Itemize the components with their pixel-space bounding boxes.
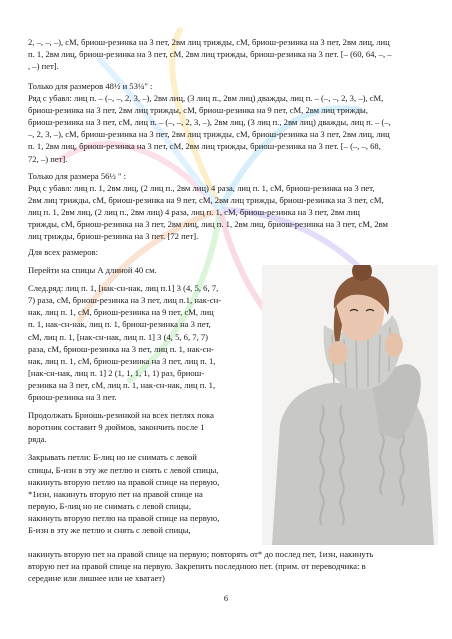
text-line: резинка на 3 пет, сМ, лиц п. 1, нак-сн-нак, лиц п. 1, <box>28 379 216 390</box>
text-line: лиц п. 1, 2вм лиц, (2 лиц п., 2вм лиц) 4 раза, лиц п. 1, сМ, бриош-резинка на 3 пет, 2вм лиц <box>28 207 360 218</box>
text-line: 2, –, –, –), сМ, бриош-резинка на 3 пет, 2вм лиц трижды, сМ, бриош-резинка на 3 пет, 2вм лиц, лиц <box>28 37 390 47</box>
text-line: [нак-сн-нак, лиц п. 1] 2 (1, 1, 1, 1, 1) раз, бриош- <box>28 367 205 378</box>
page-number: 6 <box>223 593 229 603</box>
text-line: Ряд с убавл: лиц п. – (–, –, 2, 3, –), 2вм лиц, (3 лиц п., 2вм лиц) дважды, лиц п. – (–, –, 2, 3, –), сМ, <box>28 93 384 104</box>
size-48-block <box>28 80 432 165</box>
bottom-block <box>28 548 432 584</box>
text-line: *1изн, накинуть вторую пет на правой спице на <box>28 488 203 499</box>
text-line: , –) пет]. <box>28 61 59 72</box>
text-line: ряда. <box>28 434 47 445</box>
text-line: накинуть вторую петлю на правой спице на первую, <box>28 476 220 487</box>
section-heading: Только для размера 56½ " : <box>28 171 127 181</box>
text-line: раза, сМ, бриош-резинка на 3 пет, лиц п. 1, нак-сн- <box>28 343 214 354</box>
text-line: бриош-резинка на 3 пет. <box>28 392 117 403</box>
text-line: вторую пет на правой спице на первую. Закрепить последнюю пет. (прим. от переводчика: в <box>28 561 366 572</box>
text-line: лиц трижды, бриош-резинка на 3 пет. [72 пет]. <box>28 231 199 242</box>
section-heading: Только для размеров 48½ и 53¼" : <box>28 81 153 91</box>
text-line: накинуть вторую петлю на правой спице на первую, <box>28 512 220 523</box>
top-block <box>28 36 432 72</box>
text-line: –, 2, 3, –), сМ, бриош-резинка на 3 пет, 2вм лиц трижды, сМ, бриош-резинка на 3 пет, 2вм лиц, лиц <box>28 129 390 140</box>
text-line: накинуть вторую пет на правой спице на первую; повторять от* до послед пет, 1изн, накинуть <box>28 549 374 559</box>
text-line: нак, лиц п. 1, сМ, бриош-резинка на 3 пет, лиц п. 1, <box>28 355 216 366</box>
text-line: п. 1, нак-сн-нак, лиц п. 1, бриош-резинка на 3 пет, <box>28 319 211 330</box>
text-line: п. 1, 2вм лиц, бриош-резинка на 3 пет, сМ, 2вм лиц трижды, бриош-резинка на 3 пет. [– (60, 64, –, – <box>28 49 392 60</box>
all-sizes-block <box>28 246 253 536</box>
text-line: спицы, Б-изн в эту же петлю и снять с левой спицы, <box>28 464 219 475</box>
text-line: Ряд с убавл: лиц п. 1, 2вм лиц, (2 лиц п., 2вм лиц) 4 раза, лиц п. 1, сМ, бриош-резинка на 3 пет, <box>28 183 375 194</box>
text-line: п. 1, 2вм лиц, бриош-резинка на 3 пет, сМ, 2вм лиц трижды, бриош-резинка на 3 пет. [– (–, –, 68, <box>28 141 381 152</box>
text-line: нак, лиц п. 1, сМ, бриош-резинка на 9 пет, сМ, лиц <box>28 307 214 318</box>
sweater-photo <box>262 265 438 545</box>
text-line: 72, –) пет]. <box>28 153 68 164</box>
section-heading: Для всех размеров: <box>28 247 99 257</box>
text-line: сМ, лиц п. 1, [нак-сн-нак, лиц п. 1] 3 (4, 5, 6, 7, 7) <box>28 331 209 342</box>
text-line: Б-изн в эту же петлю и снять с левой спицы, <box>28 524 191 535</box>
text-line: След.ряд: лиц п. 1, [нак-сн-нак, лиц п.1] 3 (4, 5, 6, 7, <box>28 283 219 294</box>
text-line: бриош-резинка на 3 пет, 2вм лиц трижды, сМ, бриош-резинка на 9 пет, сМ, 2вм лиц трижды, <box>28 105 368 116</box>
text-line: 7) раза, сМ, бриош-резинка на 3 пет, лиц п.1, нак-сн- <box>28 295 222 306</box>
text-line: 2вм лиц трижды, сМ, бриош-резинка на 9 пет, сМ, 2вм лиц трижды, бриош-резинка на 3 пет, сМ, <box>28 195 384 206</box>
text-line: Перейти на спицы А длиной 40 см. <box>28 265 157 276</box>
text-line: первую, Б-лиц но не снимать с левой спицы, <box>28 500 191 511</box>
woman-in-sweater-illustration <box>262 265 438 545</box>
text-line: бриош-резинка на 3 пет, сМ, лиц п. – (–, –, 2, 3, –), 2вм лиц, (3 лиц п., 2вм лиц) дважды, лиц п. – (–, <box>28 117 391 128</box>
size-56-block <box>28 170 432 243</box>
text-line: середине или лишнее или не хватает) <box>28 573 165 584</box>
text-line: воротник составит 9 дюймов, закончить после 1 <box>28 422 205 433</box>
text-line: Закрывать петли: Б-лиц но не снимать с левой <box>28 452 197 463</box>
text-line: трижды, сМ, бриош-резинка на 3 пет, 2вм лиц, лиц п. 1, 2вм лиц, бриош-резинка на 3 пет, сМ, 2вм <box>28 219 388 230</box>
text-line: Продолжать Бриошь-резинкой на всех петлях пока <box>28 410 214 421</box>
